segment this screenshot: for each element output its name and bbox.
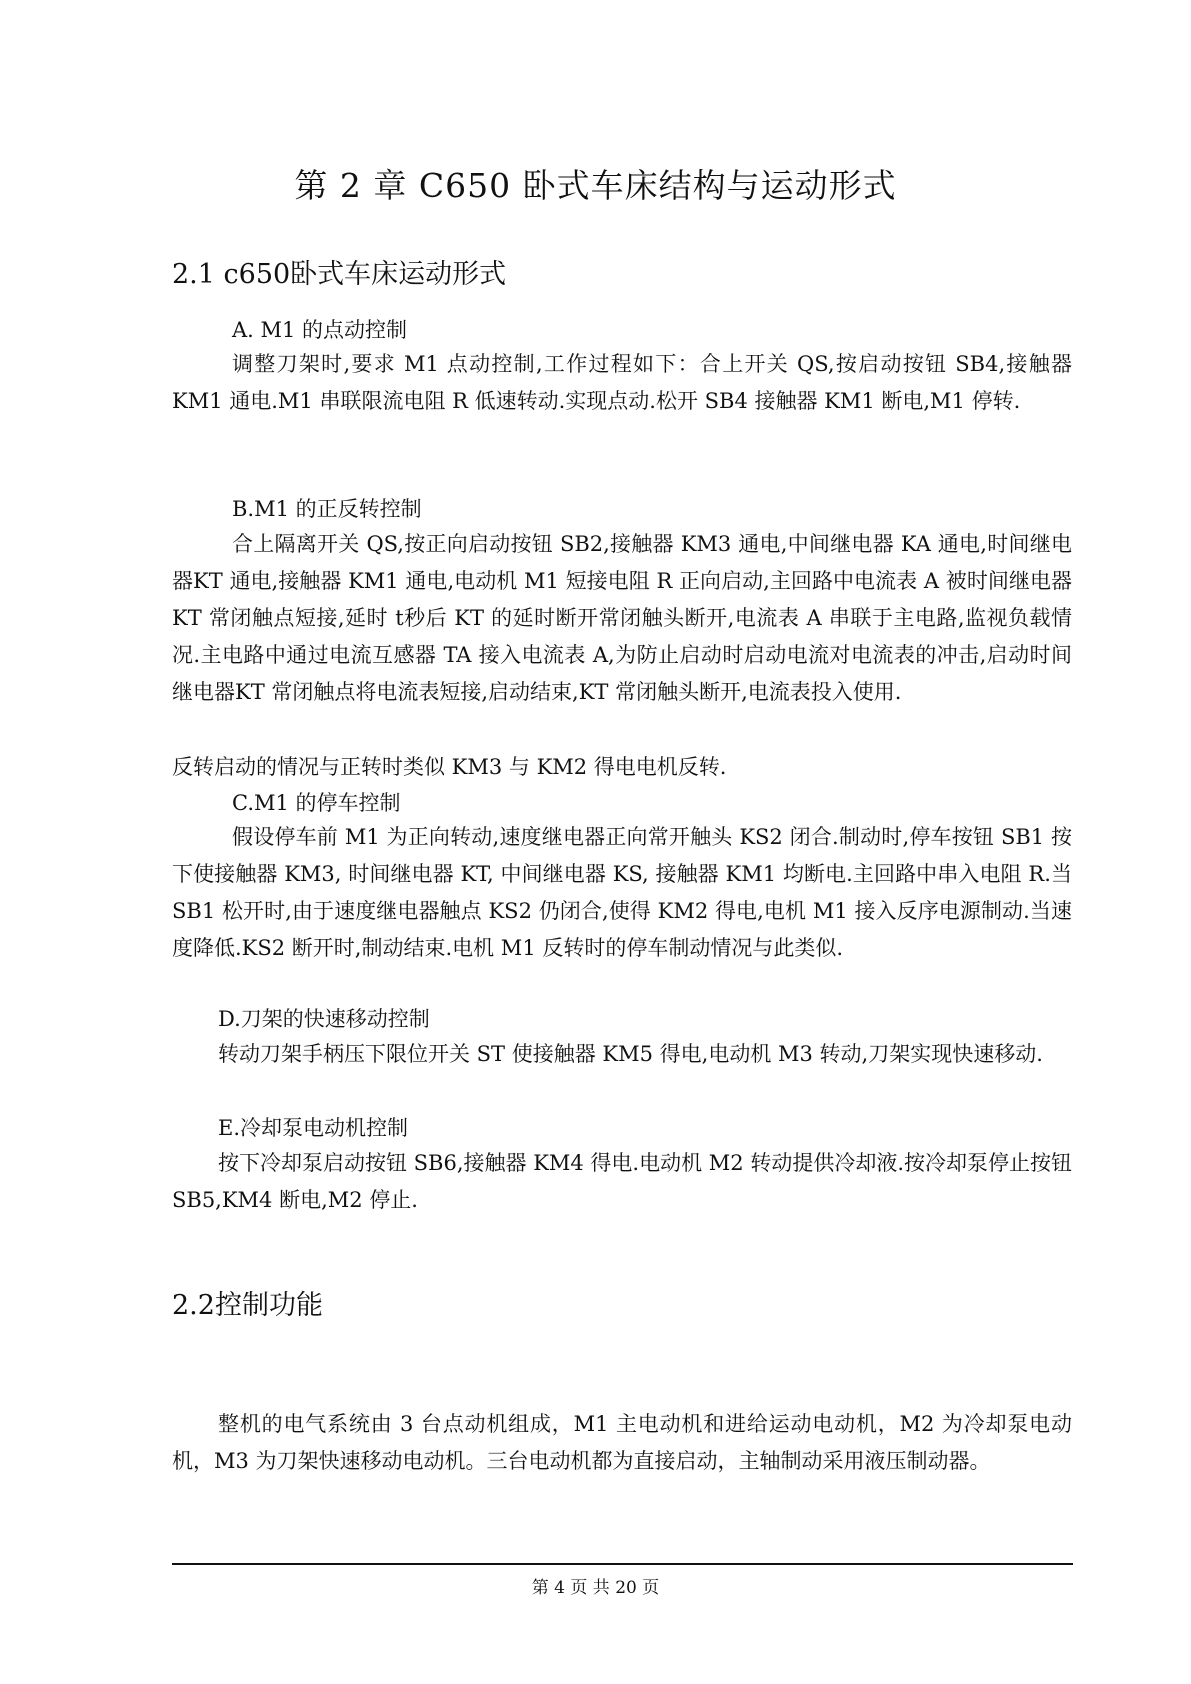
subsection-d-text: 转动刀架手柄压下限位开关 ST 使接触器 KM5 得电,电动机 M3 转动,刀架实现快速移动. <box>218 1042 1043 1066</box>
subsection-b-title: B.M1 的正反转控制 <box>232 497 422 521</box>
subsection-c-text: 假设停车前 M1 为正向转动,速度继电器正向常开触头 KS2 闭合.制动时,停车按钮 SB1 按下使接触器 KM3, 时间继电器 KT, 中间继电器 KS, 接触器 KM1 均断电.主回路中串入电阻 R.当 SB1 松开时,由于速度继电器触点 KS2 仍闭合,使得 KM2 得电,电机 M1 接入反序电源制动.当速度降低.KS2 断开时,制动结束.电机 M1 反转时的停车制动情况与此类似. <box>172 825 1072 960</box>
subsection-a-title: A. M1 的点动控制 <box>232 318 408 342</box>
subsection-c-title: C.M1 的停车控制 <box>232 791 401 815</box>
subsection-e-title: E.冷却泵电动机控制 <box>218 1116 409 1140</box>
subsection-e-text: 按下冷却泵启动按钮 SB6,接触器 KM4 得电.电动机 M2 转动提供冷却液.按冷却泵停止按钮 SB5,KM4 断电,M2 停止. <box>172 1151 1072 1212</box>
chapter-title: 第 2 章 C650 卧式车床结构与运动形式 <box>294 166 897 205</box>
footer-divider <box>172 1563 1073 1565</box>
subsection-a-text: 调整刀架时,要求 M1 点动控制,工作过程如下：合上开关 QS,按启动按钮 SB4,接触器 KM1 通电.M1 串联限流电阻 R 低速转动.实现点动.松开 SB4 接触器 KM1 断电,M1 停转. <box>172 352 1072 413</box>
section-2-2-text: 整机的电气系统由 3 台点动机组成，M1 主电动机和进给运动电动机，M2 为冷却泵电动机，M3 为刀架快速移动电动机。三台电动机都为直接启动，主轴制动采用液压制动器。 <box>172 1412 1072 1473</box>
subsection-b-text-2: 反转启动的情况与正转时类似 KM3 与 KM2 得电电机反转. <box>172 755 727 779</box>
page-number: 第 4 页 共 20 页 <box>531 1578 660 1598</box>
subsection-b-text: 合上隔离开关 QS,按正向启动按钮 SB2,接触器 KM3 通电,中间继电器 KA 通电,时间继电器KT 通电,接触器 KM1 通电,电动机 M1 短接电阻 R 正向启动,主回路中电流表 A 被时间继电器KT 常闭触点短接,延时 t秒后 KT 的延时断开常闭触头断开,电流表 A 串联于主电路,监视负载情况.主电路中通过电流互感器 TA 接入电流表 A,为防止启动时启动电流对电流表的冲击,启动时间继电器KT 常闭触点将电流表短接,启动结束,KT 常闭触头断开,电流表投入使用. <box>172 532 1072 704</box>
section-2-2-heading: 2.2控制功能 <box>172 1290 323 1321</box>
section-2-1-heading: 2.1 c650卧式车床运动形式 <box>172 259 507 290</box>
subsection-d-title: D.刀架的快速移动控制 <box>218 1007 430 1031</box>
